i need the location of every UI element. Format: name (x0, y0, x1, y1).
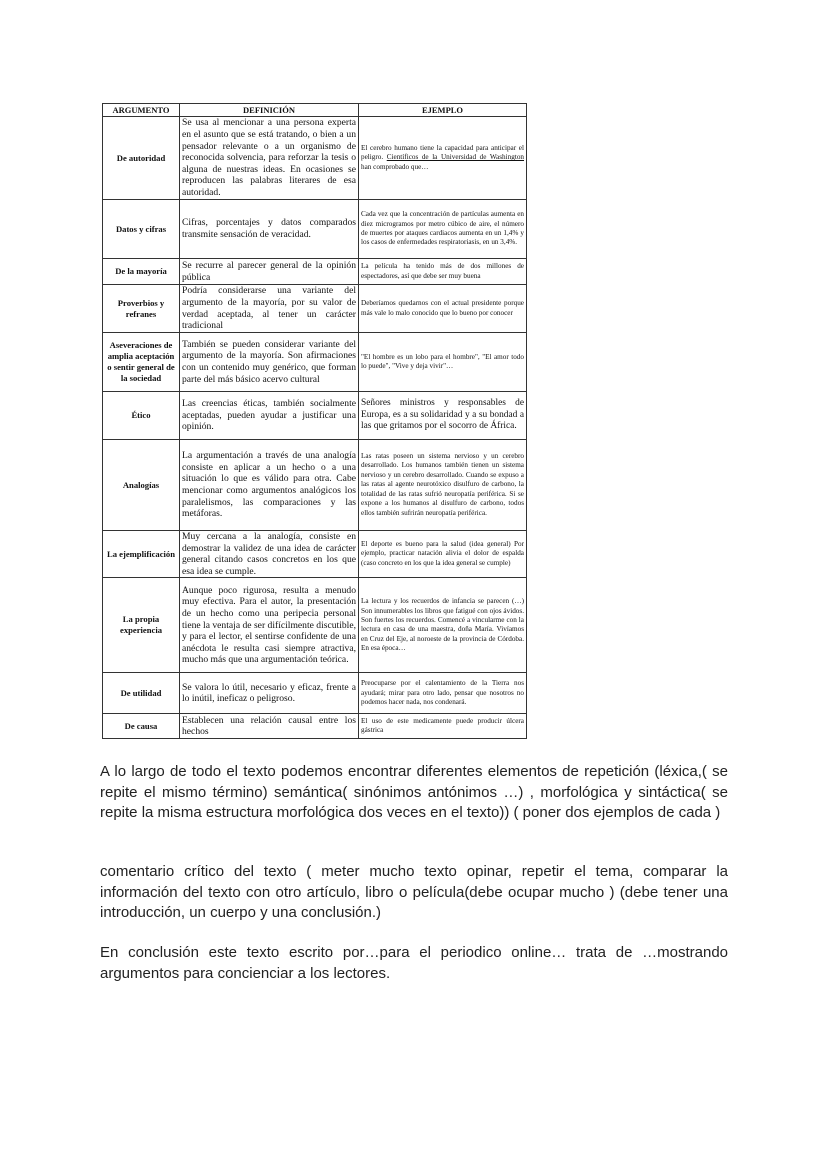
definicion-cell: Se recurre al parecer general de la opinión pública (180, 259, 359, 285)
table-row (103, 714, 527, 739)
definicion-cell: Las creencias éticas, también socialmente aceptadas, pueden ayudar a justificar una opinión. (180, 392, 359, 440)
definicion-cell: Se valora lo útil, necesario y eficaz, frente a lo inútil, ineficaz o peligroso. (180, 673, 359, 714)
table-row (103, 259, 527, 285)
argumento-cell: Ético (103, 392, 180, 440)
ejemplo-cell: Señores ministros y responsables de Europa, es a su solidaridad y a su bondad a las que gritamos por el socorro de África. (359, 392, 527, 440)
definicion-cell: Aunque poco rigurosa, resulta a menudo muy efectiva. Para el autor, la presentación de un hecho como una peripecia personal tiene la ventaja de ser difícilmente discutible, y para el lector, el sentirse confidente de una anécdota le resulta casi siempre atractiva, mucho más que una argumentación teórica. (180, 578, 359, 673)
table-row (103, 440, 527, 531)
ejemplo-cell: La lectura y los recuerdos de infancia se parecen (…) Son innumerables los libros que fatigué con ojos ávidos. Son fuertes los recuerdos. Comencé a vincularme con la lectura en casa de una maestra, doña María. Vivíamos en Cruz del Eje, al noroeste de la provincia de Córdoba. En esa época… (359, 578, 527, 673)
header-argumento: ARGUMENTO (103, 104, 180, 117)
ejemplo-text: El cerebro humano tiene la capacidad para anticipar el peligro. (361, 143, 524, 162)
definicion-cell: Cifras, porcentajes y datos comparados transmite sensación de veracidad. (180, 200, 359, 259)
argumento-cell: De autoridad (103, 117, 180, 200)
argumento-cell: De causa (103, 714, 180, 739)
argumento-cell: La propia experiencia (103, 578, 180, 673)
table-row (103, 578, 527, 673)
argumento-cell: Aseveraciones de amplia aceptación o sentir general de la sociedad (103, 333, 180, 392)
table-header-row (103, 104, 527, 117)
ejemplo-cell: Las ratas poseen un sistema nervioso y un cerebro desarrollado. Los humanos también tienen un sistema nervioso y un cerebro desarrollado. Cuando se expuso a las ratas al agente neurotóxico disulfuro de carbono, la totalidad de las ratas sufrió neuropatía periférica. Si se expone a los humanos al disulfuro de carbono, todos ellos también sufrirán neuropatía periférica. (359, 440, 527, 531)
table-row (103, 673, 527, 714)
table-row (103, 117, 527, 200)
definicion-cell: Se usa al mencionar a una persona experta en el asunto que se está tratando, o bien a un pensador relevante o a un organismo de reconocida solvencia, para reforzar la tesis o alguna de nuestras ideas. En ocasiones se reproducen las palabras literares de esa autoridad. (180, 117, 359, 200)
argument-types-table (102, 103, 527, 739)
ejemplo-cell: La película ha tenido más de dos millones de espectadores, así que debe ser muy buena (359, 259, 527, 285)
table-row (103, 285, 527, 333)
definicion-cell: También se pueden considerar variante del argumento de la mayoría. Son afirmaciones con un contenido muy genérico, que forman parte del más básico acervo cultural (180, 333, 359, 392)
argumento-cell: De la mayoría (103, 259, 180, 285)
ejemplo-cell: Deberíamos quedarnos con el actual presidente porque más vale lo malo conocido que lo bueno por conocer (359, 285, 527, 333)
paragraph-critical-comment: comentario crítico del texto ( meter mucho texto opinar, repetir el tema, comparar la información del texto con otro artículo, libro o película(debe ocupar mucho ) (debe tener una introducción, un cuerpo y una conclusión.) (100, 863, 728, 922)
paragraph-repetition: A lo largo de todo el texto podemos encontrar diferentes elementos de repetición (léxica,( se repite el mismo término) semántica( sinónimos antónimos …) , morfológica y sintáctica( se repite la misma estructura morfológica dos veces en el texto)) ( poner dos ejemplos de cada ) (100, 763, 728, 822)
header-ejemplo: EJEMPLO (359, 104, 527, 117)
table-row (103, 392, 527, 440)
table-row (103, 531, 527, 578)
table-row (103, 200, 527, 259)
definicion-cell: La argumentación a través de una analogía consiste en aplicar a un hecho o a una situación lo que es válido para otra. Cabe mencionar como argumentos analógicos los paralelismos, las comparaciones y las metáforas. (180, 440, 359, 531)
definicion-cell: Podría considerarse una variante del argumento de la mayoría, por su valor de verdad aceptada, al tener un carácter tradicional (180, 285, 359, 333)
paragraph-conclusion: En conclusión este texto escrito por…para el periodico online… trata de …mostrando argumentos para concienciar a los lectores. (100, 944, 728, 982)
ejemplo-cell: Preocuparse por el calentamiento de la Tierra nos ayudará; mirar para otro lado, pensar que nosotros no podemos hacer nada, nos condenará. (359, 673, 527, 714)
ejemplo-cell: El deporte es bueno para la salud (idea general) Por ejemplo, practicar natación alivia el dolor de espalda (caso concreto en los que la idea general se cumple) (359, 531, 527, 578)
definicion-cell: Muy cercana a la analogía, consiste en demostrar la validez de una idea de carácter general citando casos concretos en los que esa idea se cumple. (180, 531, 359, 578)
argumento-cell: La ejemplificación (103, 531, 180, 578)
argumento-cell: De utilidad (103, 673, 180, 714)
ejemplo-text: han comprobado que… (361, 162, 429, 171)
argumento-cell: Datos y cifras (103, 200, 180, 259)
ejemplo-cell: El uso de este medicamente puede producir úlcera gástrica (359, 714, 527, 739)
argumento-cell: Proverbios y refranes (103, 285, 180, 333)
ejemplo-cell: "El hombre es un lobo para el hombre", "El amor todo lo puede", "Vive y deja vivir"… (359, 333, 527, 392)
ejemplo-cell (359, 117, 527, 200)
argumento-cell: Analogías (103, 440, 180, 531)
definicion-cell: Establecen una relación causal entre los hechos (180, 714, 359, 739)
header-definicion: DEFINICIÓN (180, 104, 359, 117)
ejemplo-cell: Cada vez que la concentración de partículas aumenta en diez microgramos por metro cúbico de aire, el número de muertes por ataques cardiacos aumenta en un 1,4% y los casos de enfermedades respiratoriasis, en un 3,4%. (359, 200, 527, 259)
table-row (103, 333, 527, 392)
ejemplo-underlined-text: Científicos de la Universidad de Washington (386, 153, 525, 162)
